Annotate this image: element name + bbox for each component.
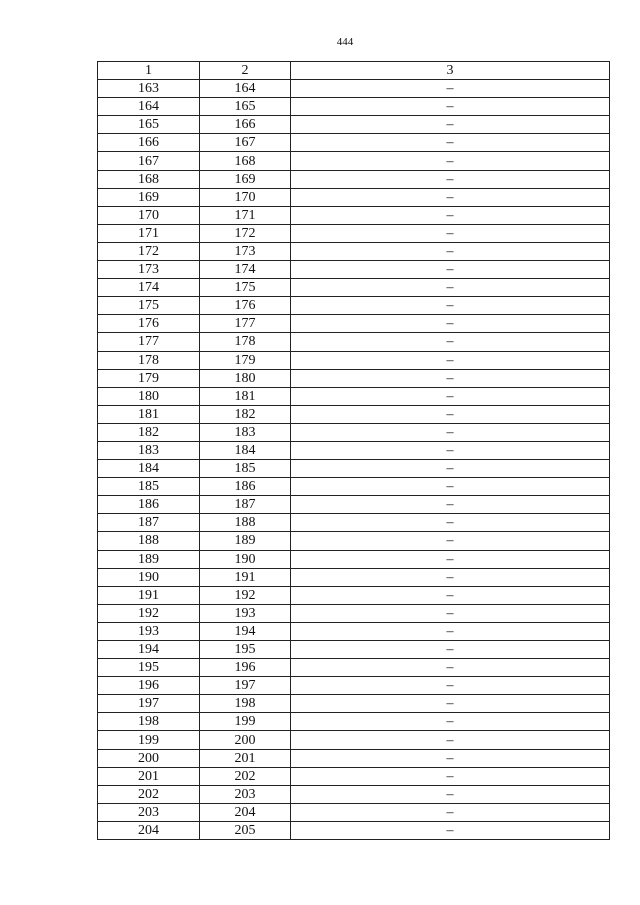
table-cell-col-2: 205 (200, 821, 291, 839)
table-row (98, 821, 610, 839)
table-cell-col-2: 164 (200, 80, 291, 98)
table-row (98, 170, 610, 188)
table-cell-col-1: 168 (98, 170, 200, 188)
table-cell-col-3: – (291, 767, 610, 785)
table-row (98, 604, 610, 622)
table-row (98, 80, 610, 98)
table-row (98, 279, 610, 297)
table-cell-col-3: – (291, 116, 610, 134)
table-row (98, 586, 610, 604)
table-cell-col-2: 204 (200, 803, 291, 821)
table-cell-col-1: 197 (98, 695, 200, 713)
table-cell-col-3: – (291, 568, 610, 586)
table-cell-col-2: 186 (200, 478, 291, 496)
table-cell-col-2: 202 (200, 767, 291, 785)
table-row (98, 695, 610, 713)
table-row (98, 369, 610, 387)
table-cell-col-1: 190 (98, 568, 200, 586)
table-cell-col-3: – (291, 441, 610, 459)
table-row (98, 405, 610, 423)
table-row (98, 622, 610, 640)
table-cell-col-3: – (291, 297, 610, 315)
table-cell-col-3: – (291, 80, 610, 98)
table-cell-col-3: – (291, 387, 610, 405)
table-cell-col-2: 182 (200, 405, 291, 423)
table-row (98, 224, 610, 242)
table-header-row (98, 62, 610, 80)
table-cell-col-1: 174 (98, 279, 200, 297)
table-cell-col-2: 190 (200, 550, 291, 568)
table-cell-col-3: – (291, 713, 610, 731)
table-cell-col-2: 203 (200, 785, 291, 803)
table-row (98, 659, 610, 677)
column-header-2: 2 (200, 62, 291, 80)
table-cell-col-3: – (291, 532, 610, 550)
table-cell-col-2: 168 (200, 152, 291, 170)
table-cell-col-1: 182 (98, 423, 200, 441)
table-row (98, 568, 610, 586)
table-cell-col-1: 163 (98, 80, 200, 98)
table-cell-col-3: – (291, 279, 610, 297)
table-cell-col-1: 183 (98, 441, 200, 459)
table-row (98, 441, 610, 459)
table-cell-col-3: – (291, 803, 610, 821)
column-header-3: 3 (291, 62, 610, 80)
table-cell-col-2: 187 (200, 496, 291, 514)
table-row (98, 152, 610, 170)
table-cell-col-3: – (291, 659, 610, 677)
table-cell-col-2: 188 (200, 514, 291, 532)
table-cell-col-2: 198 (200, 695, 291, 713)
table-cell-col-2: 176 (200, 297, 291, 315)
table-cell-col-1: 194 (98, 641, 200, 659)
table-cell-col-3: – (291, 550, 610, 568)
table-cell-col-3: – (291, 242, 610, 260)
table-cell-col-3: – (291, 261, 610, 279)
table-row (98, 496, 610, 514)
table-cell-col-1: 186 (98, 496, 200, 514)
table-row (98, 423, 610, 441)
table-cell-col-3: – (291, 496, 610, 514)
table-cell-col-1: 188 (98, 532, 200, 550)
column-header-1: 1 (98, 62, 200, 80)
table-cell-col-2: 189 (200, 532, 291, 550)
table-cell-col-1: 199 (98, 731, 200, 749)
table-cell-col-2: 175 (200, 279, 291, 297)
table-cell-col-2: 194 (200, 622, 291, 640)
table-cell-col-3: – (291, 369, 610, 387)
table-row (98, 532, 610, 550)
table-cell-col-2: 169 (200, 170, 291, 188)
table-cell-col-3: – (291, 333, 610, 351)
table-row (98, 333, 610, 351)
table-cell-col-3: – (291, 188, 610, 206)
table-cell-col-1: 185 (98, 478, 200, 496)
table-cell-col-2: 200 (200, 731, 291, 749)
table-cell-col-2: 181 (200, 387, 291, 405)
table-cell-col-2: 177 (200, 315, 291, 333)
table-cell-col-2: 166 (200, 116, 291, 134)
table-row (98, 677, 610, 695)
table-cell-col-3: – (291, 206, 610, 224)
table-cell-col-1: 189 (98, 550, 200, 568)
table-row (98, 98, 610, 116)
table-row (98, 460, 610, 478)
table-cell-col-3: – (291, 423, 610, 441)
table-cell-col-3: – (291, 622, 610, 640)
table-row (98, 785, 610, 803)
table-cell-col-1: 201 (98, 767, 200, 785)
table-row (98, 731, 610, 749)
table-cell-col-1: 180 (98, 387, 200, 405)
table-cell-col-1: 193 (98, 622, 200, 640)
table-cell-col-1: 204 (98, 821, 200, 839)
table-cell-col-3: – (291, 641, 610, 659)
table-row (98, 315, 610, 333)
table-cell-col-2: 184 (200, 441, 291, 459)
table-cell-col-3: – (291, 785, 610, 803)
table-cell-col-2: 179 (200, 351, 291, 369)
table-cell-col-2: 199 (200, 713, 291, 731)
table-cell-col-3: – (291, 478, 610, 496)
table-cell-col-2: 197 (200, 677, 291, 695)
table-cell-col-2: 196 (200, 659, 291, 677)
table-cell-col-2: 180 (200, 369, 291, 387)
table-row (98, 478, 610, 496)
page-number: 444 (336, 36, 354, 48)
table-row (98, 767, 610, 785)
table-row (98, 749, 610, 767)
table-cell-col-1: 203 (98, 803, 200, 821)
table-cell-col-1: 181 (98, 405, 200, 423)
table-row (98, 803, 610, 821)
table-cell-col-3: – (291, 821, 610, 839)
table-body (98, 80, 610, 840)
table-cell-col-3: – (291, 749, 610, 767)
table-cell-col-1: 192 (98, 604, 200, 622)
table-cell-col-1: 187 (98, 514, 200, 532)
table-cell-col-2: 192 (200, 586, 291, 604)
table-cell-col-3: – (291, 224, 610, 242)
table-row (98, 297, 610, 315)
table-cell-col-1: 171 (98, 224, 200, 242)
table-cell-col-3: – (291, 98, 610, 116)
table-cell-col-1: 166 (98, 134, 200, 152)
table-cell-col-1: 191 (98, 586, 200, 604)
table-cell-col-3: – (291, 677, 610, 695)
table-cell-col-2: 170 (200, 188, 291, 206)
table-cell-col-1: 167 (98, 152, 200, 170)
table-cell-col-1: 198 (98, 713, 200, 731)
table-cell-col-1: 196 (98, 677, 200, 695)
table-cell-col-3: – (291, 604, 610, 622)
table-row (98, 713, 610, 731)
table-cell-col-3: – (291, 586, 610, 604)
table-row (98, 134, 610, 152)
table-cell-col-1: 184 (98, 460, 200, 478)
table-cell-col-1: 173 (98, 261, 200, 279)
table-row (98, 188, 610, 206)
table-cell-col-3: – (291, 460, 610, 478)
table-cell-col-3: – (291, 695, 610, 713)
table-cell-col-1: 202 (98, 785, 200, 803)
table-cell-col-2: 193 (200, 604, 291, 622)
table-cell-col-1: 200 (98, 749, 200, 767)
table-row (98, 641, 610, 659)
table-cell-col-1: 178 (98, 351, 200, 369)
table-cell-col-3: – (291, 405, 610, 423)
table-row (98, 116, 610, 134)
table-row (98, 206, 610, 224)
table-cell-col-2: 195 (200, 641, 291, 659)
table-cell-col-3: – (291, 514, 610, 532)
table-cell-col-2: 174 (200, 261, 291, 279)
table-cell-col-3: – (291, 152, 610, 170)
table-cell-col-1: 165 (98, 116, 200, 134)
table-cell-col-1: 177 (98, 333, 200, 351)
table-cell-col-1: 195 (98, 659, 200, 677)
table-cell-col-3: – (291, 315, 610, 333)
table-cell-col-3: – (291, 170, 610, 188)
table-cell-col-2: 165 (200, 98, 291, 116)
table-cell-col-3: – (291, 134, 610, 152)
table-cell-col-2: 201 (200, 749, 291, 767)
table-cell-col-1: 179 (98, 369, 200, 387)
table-row (98, 387, 610, 405)
table-cell-col-2: 171 (200, 206, 291, 224)
table-row (98, 514, 610, 532)
table-cell-col-3: – (291, 731, 610, 749)
table-cell-col-2: 178 (200, 333, 291, 351)
table-cell-col-1: 176 (98, 315, 200, 333)
table-cell-col-2: 172 (200, 224, 291, 242)
table-cell-col-1: 175 (98, 297, 200, 315)
table-cell-col-1: 169 (98, 188, 200, 206)
table-row (98, 261, 610, 279)
table-row (98, 351, 610, 369)
table-cell-col-1: 164 (98, 98, 200, 116)
table-cell-col-3: – (291, 351, 610, 369)
table-row (98, 550, 610, 568)
table-cell-col-2: 185 (200, 460, 291, 478)
table-cell-col-2: 167 (200, 134, 291, 152)
table-cell-col-2: 173 (200, 242, 291, 260)
table-cell-col-2: 183 (200, 423, 291, 441)
table-row (98, 242, 610, 260)
data-table (97, 61, 610, 840)
table-cell-col-2: 191 (200, 568, 291, 586)
table-cell-col-1: 172 (98, 242, 200, 260)
table-cell-col-1: 170 (98, 206, 200, 224)
